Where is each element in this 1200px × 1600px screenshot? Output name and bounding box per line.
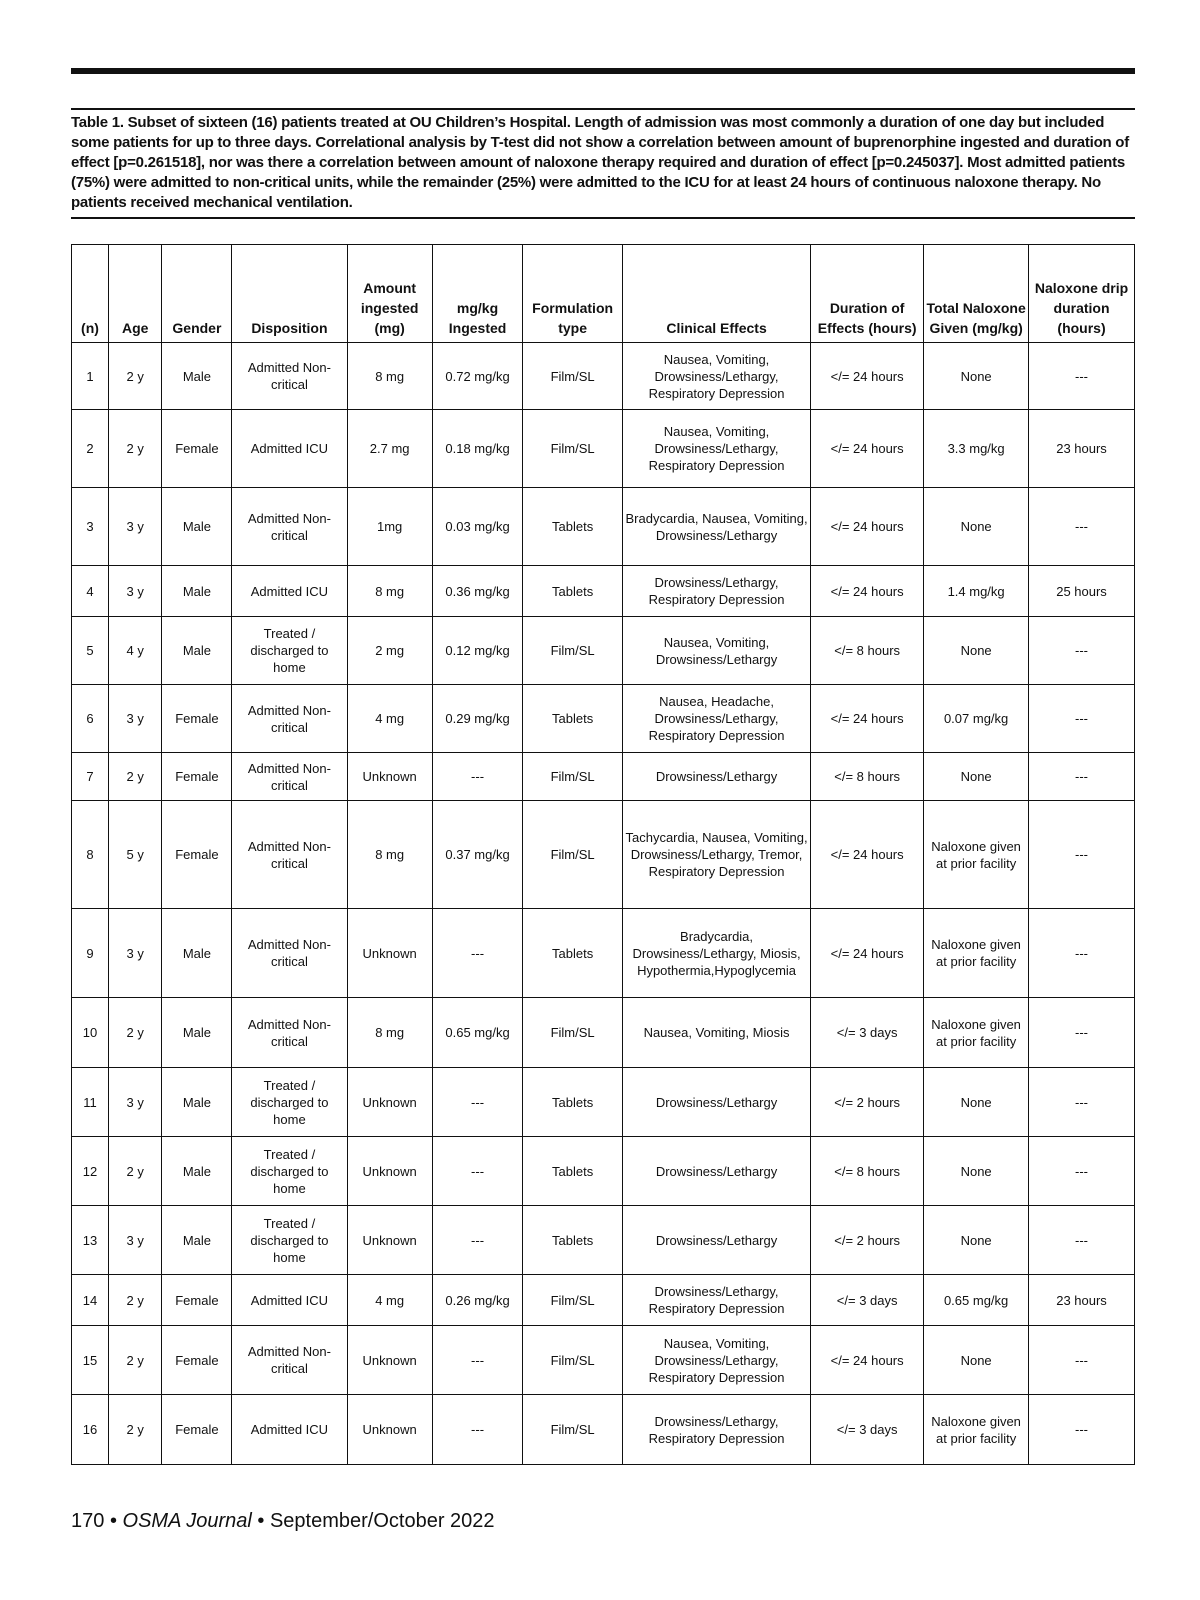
table-cell: 0.36 mg/kg (432, 566, 522, 617)
table-cell: Drowsiness/Lethargy (622, 1137, 810, 1206)
column-header: Formulation type (523, 245, 623, 343)
table-cell: Treated / discharged to home (232, 1137, 347, 1206)
table-cell: Naloxone given at prior facility (924, 998, 1029, 1068)
table-cell: Film/SL (523, 1326, 623, 1395)
table-row (72, 488, 1135, 566)
table-cell: Bradycardia, Nausea, Vomiting, Drowsiness/Lethargy (622, 488, 810, 566)
table-cell: 2 y (109, 1275, 162, 1326)
table-cell: </= 24 hours (811, 343, 924, 410)
top-rule (71, 68, 1135, 74)
table-row (72, 617, 1135, 685)
table-row (72, 998, 1135, 1068)
table-cell: 5 y (109, 801, 162, 909)
table-cell: Drowsiness/Lethargy, Respiratory Depression (622, 1395, 810, 1465)
table-cell: 2 y (109, 753, 162, 801)
header-row (72, 245, 1135, 343)
table-cell: 0.03 mg/kg (432, 488, 522, 566)
table-cell: Unknown (347, 1137, 432, 1206)
table-cell: 3 y (109, 685, 162, 753)
table-cell: Bradycardia, Drowsiness/Lethargy, Miosis, Hypothermia,Hypoglycemia (622, 909, 810, 998)
table-cell: 8 mg (347, 343, 432, 410)
table-cell: 3 (72, 488, 109, 566)
table-cell: 3 y (109, 488, 162, 566)
table-cell: Nausea, Headache, Drowsiness/Lethargy, Respiratory Depression (622, 685, 810, 753)
table-cell: Unknown (347, 1395, 432, 1465)
table-row (72, 1395, 1135, 1465)
table-cell: --- (432, 1068, 522, 1137)
table-cell: 16 (72, 1395, 109, 1465)
table-row (72, 566, 1135, 617)
table-cell: Male (162, 998, 232, 1068)
table-cell: 0.18 mg/kg (432, 410, 522, 488)
table-cell: Male (162, 566, 232, 617)
table-cell: Admitted Non-critical (232, 685, 347, 753)
table-cell: 1.4 mg/kg (924, 566, 1029, 617)
table-cell: 2.7 mg (347, 410, 432, 488)
table-cell: None (924, 1137, 1029, 1206)
table-cell: 2 y (109, 1326, 162, 1395)
table-cell: 2 mg (347, 617, 432, 685)
table-cell: 0.72 mg/kg (432, 343, 522, 410)
table-cell: --- (1029, 1206, 1135, 1275)
table-cell: None (924, 488, 1029, 566)
table-cell: 2 y (109, 1137, 162, 1206)
table-cell: 3 y (109, 909, 162, 998)
column-header: mg/kg Ingested (432, 245, 522, 343)
table-cell: Female (162, 410, 232, 488)
table-cell: Admitted ICU (232, 1275, 347, 1326)
table-cell: Admitted Non-critical (232, 909, 347, 998)
table-cell: Unknown (347, 1206, 432, 1275)
table-cell: Tablets (523, 1068, 623, 1137)
table-cell: Tablets (523, 566, 623, 617)
column-header: (n) (72, 245, 109, 343)
table-cell: Nausea, Vomiting, Miosis (622, 998, 810, 1068)
table-cell: 13 (72, 1206, 109, 1275)
column-header: Gender (162, 245, 232, 343)
table-cell: Unknown (347, 909, 432, 998)
table-caption: Table 1. Subset of sixteen (16) patients treated at OU Children’s Hospital. Length of admission was most commonly a duration of one day but included some patients for up to three days. Correlational analysis by T-test did not show a correlation between amount of buprenorphine ingested and duration of effect [p=0.261518], nor was there a correlation between amount of naloxone therapy required and duration of effect [p=0.245037]. Most admitted patients (75%) were admitted to non-critical units, while the remainder (25%) were admitted to the ICU for at least 24 hours of continuous naloxone therapy. No patients received mechanical ventilation. (71, 108, 1135, 219)
table-row (72, 1137, 1135, 1206)
table-cell: </= 8 hours (811, 617, 924, 685)
table-cell: </= 3 days (811, 1275, 924, 1326)
table-cell: 1mg (347, 488, 432, 566)
table-cell: Admitted Non-critical (232, 998, 347, 1068)
table-cell: Film/SL (523, 1395, 623, 1465)
table-cell: Female (162, 1395, 232, 1465)
column-header: Age (109, 245, 162, 343)
table-cell: Female (162, 685, 232, 753)
table-cell: 4 mg (347, 1275, 432, 1326)
table-cell: 4 y (109, 617, 162, 685)
table-cell: 8 (72, 801, 109, 909)
table-cell: Tablets (523, 1206, 623, 1275)
table-row (72, 801, 1135, 909)
table-cell: 0.12 mg/kg (432, 617, 522, 685)
table-cell: 11 (72, 1068, 109, 1137)
table-cell: Film/SL (523, 1275, 623, 1326)
table-cell: 0.65 mg/kg (432, 998, 522, 1068)
table-cell: --- (1029, 1068, 1135, 1137)
journal-name: OSMA Journal (122, 1510, 252, 1532)
table-cell: 10 (72, 998, 109, 1068)
table-cell: None (924, 1326, 1029, 1395)
table-cell: 3 y (109, 1206, 162, 1275)
table-cell: 8 mg (347, 801, 432, 909)
table-cell: 14 (72, 1275, 109, 1326)
table-cell: None (924, 1206, 1029, 1275)
table-cell: </= 24 hours (811, 801, 924, 909)
table-cell: Female (162, 1326, 232, 1395)
table-cell: Naloxone given at prior facility (924, 909, 1029, 998)
table-cell: Tablets (523, 488, 623, 566)
table-header (72, 245, 1135, 343)
table-cell: Nausea, Vomiting, Drowsiness/Lethargy, Respiratory Depression (622, 410, 810, 488)
table-cell: Treated / discharged to home (232, 617, 347, 685)
table-row (72, 753, 1135, 801)
issue-date: September/October 2022 (269, 1510, 495, 1532)
table-cell: Film/SL (523, 753, 623, 801)
table-cell: Nausea, Vomiting, Drowsiness/Lethargy (622, 617, 810, 685)
table-cell: 9 (72, 909, 109, 998)
table-cell: Drowsiness/Lethargy (622, 1068, 810, 1137)
table-cell: Treated / discharged to home (232, 1206, 347, 1275)
table-cell: </= 2 hours (811, 1068, 924, 1137)
table-cell: 12 (72, 1137, 109, 1206)
table-cell: Admitted Non-critical (232, 1326, 347, 1395)
page-footer (71, 1510, 495, 1533)
table-cell: 23 hours (1029, 410, 1135, 488)
table-cell: Admitted ICU (232, 566, 347, 617)
table-cell: Admitted ICU (232, 1395, 347, 1465)
table-cell: </= 8 hours (811, 753, 924, 801)
table-cell: None (924, 617, 1029, 685)
table-cell: Film/SL (523, 617, 623, 685)
table-cell: 8 mg (347, 566, 432, 617)
table-cell: </= 24 hours (811, 488, 924, 566)
table-cell: Admitted ICU (232, 410, 347, 488)
table-cell: None (924, 753, 1029, 801)
table-cell: </= 24 hours (811, 1326, 924, 1395)
table-cell: --- (1029, 617, 1135, 685)
table-cell: 25 hours (1029, 566, 1135, 617)
column-header: Naloxone drip duration (hours) (1029, 245, 1135, 343)
table-cell: Male (162, 1137, 232, 1206)
table-cell: Film/SL (523, 998, 623, 1068)
table-cell: Drowsiness/Lethargy, Respiratory Depression (622, 566, 810, 617)
table-cell: Male (162, 343, 232, 410)
table-cell: None (924, 343, 1029, 410)
table-cell: Naloxone given at prior facility (924, 801, 1029, 909)
table-cell: --- (1029, 685, 1135, 753)
table-row (72, 410, 1135, 488)
table-cell: 1 (72, 343, 109, 410)
footer-bullet: • (257, 1510, 265, 1532)
table-cell: --- (1029, 343, 1135, 410)
table-row (72, 685, 1135, 753)
table-body (72, 343, 1135, 1465)
table-cell: Admitted Non-critical (232, 753, 347, 801)
table-cell: 6 (72, 685, 109, 753)
table-cell: 2 y (109, 410, 162, 488)
table-cell: --- (432, 753, 522, 801)
table-cell: --- (432, 909, 522, 998)
table-cell: Male (162, 617, 232, 685)
table-cell: Admitted Non-critical (232, 801, 347, 909)
table-cell: Male (162, 909, 232, 998)
footer-bullet: • (109, 1510, 117, 1532)
table-cell: Female (162, 1275, 232, 1326)
table-cell: Male (162, 1206, 232, 1275)
table-cell: --- (1029, 1395, 1135, 1465)
table-row (72, 909, 1135, 998)
table-cell: Male (162, 1068, 232, 1137)
table-row (72, 1275, 1135, 1326)
table-cell: 2 y (109, 998, 162, 1068)
table-row (72, 1206, 1135, 1275)
table-cell: </= 8 hours (811, 1137, 924, 1206)
column-header: Disposition (232, 245, 347, 343)
table-cell: </= 3 days (811, 1395, 924, 1465)
table-cell: --- (432, 1206, 522, 1275)
table-cell: Tablets (523, 685, 623, 753)
table-cell: 23 hours (1029, 1275, 1135, 1326)
table-row (72, 343, 1135, 410)
column-header: Clinical Effects (622, 245, 810, 343)
table-cell: Unknown (347, 1326, 432, 1395)
column-header: Amount ingested (mg) (347, 245, 432, 343)
table-cell: 0.26 mg/kg (432, 1275, 522, 1326)
table-cell: 4 (72, 566, 109, 617)
table-cell: 5 (72, 617, 109, 685)
table-cell: </= 3 days (811, 998, 924, 1068)
table-cell: --- (1029, 753, 1135, 801)
table-cell: Admitted Non-critical (232, 488, 347, 566)
table-cell: Naloxone given at prior facility (924, 1395, 1029, 1465)
table-cell: Female (162, 753, 232, 801)
page-number: 170 (71, 1510, 105, 1532)
table-cell: Drowsiness/Lethargy (622, 753, 810, 801)
table-cell: Treated / discharged to home (232, 1068, 347, 1137)
table-cell: Drowsiness/Lethargy (622, 1206, 810, 1275)
table-cell: Tablets (523, 909, 623, 998)
table-cell: Nausea, Vomiting, Drowsiness/Lethargy, Respiratory Depression (622, 343, 810, 410)
table-cell: 3.3 mg/kg (924, 410, 1029, 488)
table-cell: 0.65 mg/kg (924, 1275, 1029, 1326)
table-cell: --- (1029, 488, 1135, 566)
table-cell: </= 24 hours (811, 685, 924, 753)
table-cell: --- (432, 1137, 522, 1206)
table-cell: 0.07 mg/kg (924, 685, 1029, 753)
table-cell: --- (1029, 909, 1135, 998)
table-cell: 0.29 mg/kg (432, 685, 522, 753)
patients-table (71, 244, 1135, 1465)
table-cell: Admitted Non-critical (232, 343, 347, 410)
table-cell: </= 24 hours (811, 566, 924, 617)
table-cell: 3 y (109, 566, 162, 617)
table-cell: 2 y (109, 1395, 162, 1465)
table-cell: 4 mg (347, 685, 432, 753)
table-cell: Film/SL (523, 410, 623, 488)
table-cell: Tachycardia, Nausea, Vomiting, Drowsiness/Lethargy, Tremor, Respiratory Depression (622, 801, 810, 909)
table-cell: --- (432, 1326, 522, 1395)
table-cell: Female (162, 801, 232, 909)
table-cell: 8 mg (347, 998, 432, 1068)
table-cell: --- (1029, 998, 1135, 1068)
table-cell: 7 (72, 753, 109, 801)
table-cell: 2 (72, 410, 109, 488)
table-cell: --- (1029, 801, 1135, 909)
table-cell: Film/SL (523, 343, 623, 410)
table-cell: </= 2 hours (811, 1206, 924, 1275)
table-cell: Nausea, Vomiting, Drowsiness/Lethargy, Respiratory Depression (622, 1326, 810, 1395)
table-cell: --- (1029, 1326, 1135, 1395)
table-cell: --- (432, 1395, 522, 1465)
table-row (72, 1068, 1135, 1137)
table-cell: 0.37 mg/kg (432, 801, 522, 909)
table-cell: Male (162, 488, 232, 566)
column-header: Total Naloxone Given (mg/kg) (924, 245, 1029, 343)
table-cell: --- (1029, 1137, 1135, 1206)
table-cell: 3 y (109, 1068, 162, 1137)
table-cell: Unknown (347, 1068, 432, 1137)
table-row (72, 1326, 1135, 1395)
table-cell: </= 24 hours (811, 909, 924, 998)
table-cell: 15 (72, 1326, 109, 1395)
table-cell: Tablets (523, 1137, 623, 1206)
table-cell: </= 24 hours (811, 410, 924, 488)
table-cell: Drowsiness/Lethargy, Respiratory Depression (622, 1275, 810, 1326)
table-cell: None (924, 1068, 1029, 1137)
table-cell: Unknown (347, 753, 432, 801)
table-cell: 2 y (109, 343, 162, 410)
table-cell: Film/SL (523, 801, 623, 909)
column-header: Duration of Effects (hours) (811, 245, 924, 343)
